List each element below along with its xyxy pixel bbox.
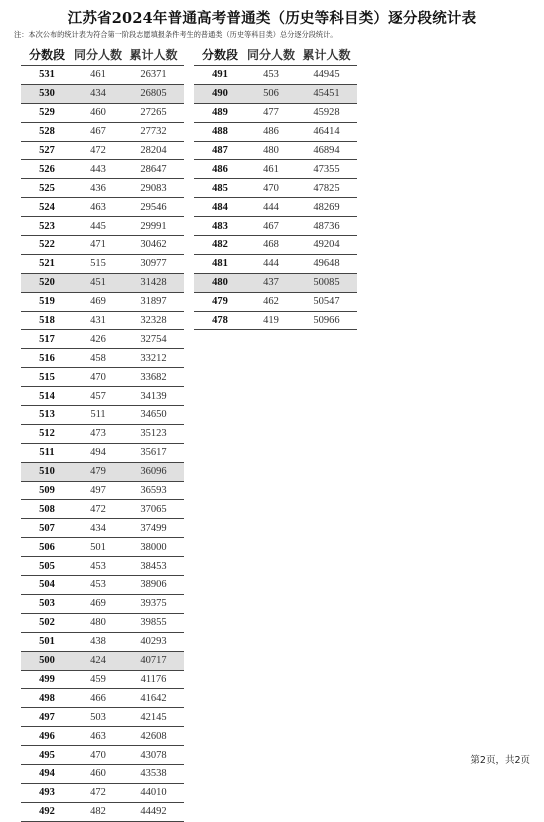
cumulative-cell: 26805 xyxy=(140,88,167,100)
count-cell: 458 xyxy=(90,352,106,364)
count-cell: 469 xyxy=(90,598,106,610)
cumulative-cell: 32754 xyxy=(140,333,167,345)
cumulative-cell: 43538 xyxy=(140,768,167,780)
table-row xyxy=(21,614,184,633)
table-row xyxy=(21,463,184,482)
count-cell: 472 xyxy=(90,503,106,515)
table-row xyxy=(194,255,357,274)
count-cell: 436 xyxy=(90,182,106,194)
score-cell: 512 xyxy=(39,428,55,440)
cumulative-cell: 36593 xyxy=(140,485,167,497)
score-cell: 524 xyxy=(39,201,55,213)
cumulative-cell: 27732 xyxy=(140,126,167,138)
count-cell: 461 xyxy=(263,163,279,175)
table-header xyxy=(194,44,357,66)
score-cell: 531 xyxy=(39,69,55,81)
table-row xyxy=(21,123,184,142)
score-cell: 510 xyxy=(39,466,55,478)
table-row xyxy=(194,236,357,255)
table-row xyxy=(194,104,357,123)
score-cell: 529 xyxy=(39,107,55,119)
table-row xyxy=(21,312,184,331)
table-row xyxy=(21,803,184,822)
score-cell: 505 xyxy=(39,560,55,572)
count-cell: 468 xyxy=(263,239,279,251)
count-cell: 467 xyxy=(263,220,279,232)
cumulative-cell: 48736 xyxy=(313,220,340,232)
cumulative-cell: 39855 xyxy=(140,617,167,629)
count-cell: 443 xyxy=(90,163,106,175)
score-cell: 481 xyxy=(212,258,228,270)
cumulative-cell: 30462 xyxy=(140,239,167,251)
count-cell: 459 xyxy=(90,673,106,685)
table-row xyxy=(21,784,184,803)
cumulative-cell: 49204 xyxy=(313,239,340,251)
table-row xyxy=(21,671,184,690)
count-cell: 460 xyxy=(90,768,106,780)
count-cell: 434 xyxy=(90,88,106,100)
score-cell: 515 xyxy=(39,371,55,383)
cumulative-cell: 40717 xyxy=(140,655,167,667)
count-cell: 470 xyxy=(90,371,106,383)
cumulative-cell: 47355 xyxy=(313,163,340,175)
score-cell: 523 xyxy=(39,220,55,232)
count-cell: 501 xyxy=(90,541,106,553)
score-cell: 506 xyxy=(39,541,55,553)
score-cell: 478 xyxy=(212,315,228,327)
cumulative-cell: 35617 xyxy=(140,447,167,459)
count-cell: 445 xyxy=(90,220,106,232)
score-cell: 494 xyxy=(39,768,55,780)
header-cumulative: 累计人数 xyxy=(302,48,351,62)
table-row xyxy=(21,66,184,85)
cumulative-cell: 38906 xyxy=(140,579,167,591)
cumulative-cell: 44945 xyxy=(313,69,340,81)
table-row xyxy=(194,142,357,161)
score-cell: 499 xyxy=(39,673,55,685)
count-cell: 424 xyxy=(90,655,106,667)
table-row xyxy=(194,217,357,236)
score-cell: 528 xyxy=(39,126,55,138)
count-cell: 466 xyxy=(90,692,106,704)
table-row xyxy=(194,160,357,179)
cumulative-cell: 35123 xyxy=(140,428,167,440)
count-cell: 503 xyxy=(90,711,106,723)
count-cell: 431 xyxy=(90,315,106,327)
score-cell: 527 xyxy=(39,145,55,156)
cumulative-cell: 30977 xyxy=(140,258,167,270)
count-cell: 482 xyxy=(90,806,106,818)
count-cell: 480 xyxy=(90,617,106,629)
score-cell: 493 xyxy=(39,787,55,799)
score-cell: 517 xyxy=(39,333,55,345)
count-cell: 480 xyxy=(263,145,279,156)
table-header xyxy=(21,44,184,66)
cumulative-cell: 50547 xyxy=(313,296,340,308)
cumulative-cell: 44492 xyxy=(140,806,167,818)
score-cell: 530 xyxy=(39,88,55,100)
table-row xyxy=(194,123,357,142)
count-cell: 460 xyxy=(90,107,106,119)
count-cell: 471 xyxy=(90,239,106,251)
score-cell: 504 xyxy=(39,579,55,591)
score-cell: 513 xyxy=(39,409,55,421)
count-cell: 467 xyxy=(90,126,106,138)
score-cell: 490 xyxy=(212,88,228,100)
header-count: 同分人数 xyxy=(73,48,122,62)
count-cell: 444 xyxy=(263,201,279,213)
score-cell: 511 xyxy=(39,447,55,459)
cumulative-cell: 26371 xyxy=(140,69,167,81)
count-cell: 494 xyxy=(90,447,106,459)
score-cell: 498 xyxy=(39,692,55,704)
score-cell: 518 xyxy=(39,315,55,327)
cumulative-cell: 37499 xyxy=(140,522,167,534)
count-cell: 472 xyxy=(90,145,106,156)
count-cell: 472 xyxy=(90,787,106,799)
table-row xyxy=(21,236,184,255)
count-cell: 463 xyxy=(90,730,106,742)
score-cell: 495 xyxy=(39,749,55,761)
table-row xyxy=(21,482,184,501)
score-cell: 526 xyxy=(39,163,55,175)
count-cell: 506 xyxy=(263,88,279,100)
cumulative-cell: 29991 xyxy=(140,220,167,232)
table-row xyxy=(21,708,184,727)
table-row xyxy=(21,727,184,746)
table-row xyxy=(194,198,357,217)
score-cell: 509 xyxy=(39,485,55,497)
table-row xyxy=(21,274,184,293)
count-cell: 486 xyxy=(263,126,279,138)
score-cell: 501 xyxy=(39,636,55,648)
header-cumulative: 累计人数 xyxy=(129,48,178,62)
score-cell: 521 xyxy=(39,258,55,270)
score-cell: 516 xyxy=(39,352,55,364)
cumulative-cell: 33682 xyxy=(140,371,167,383)
table-row xyxy=(21,444,184,463)
table-row xyxy=(21,179,184,198)
header-score: 分数段 xyxy=(201,48,238,62)
cumulative-cell: 31428 xyxy=(140,277,167,289)
cumulative-cell: 39375 xyxy=(140,598,167,610)
table-row xyxy=(21,85,184,104)
header-count: 同分人数 xyxy=(246,48,295,62)
cumulative-cell: 28647 xyxy=(140,163,167,175)
cumulative-cell: 50085 xyxy=(313,277,340,289)
cumulative-cell: 41642 xyxy=(140,692,167,704)
table-body xyxy=(21,66,184,822)
score-cell: 487 xyxy=(212,145,228,156)
score-table-left xyxy=(21,44,184,822)
count-cell: 457 xyxy=(90,390,106,402)
cumulative-cell: 50966 xyxy=(313,315,340,327)
score-cell: 484 xyxy=(212,201,228,213)
cumulative-cell: 37065 xyxy=(140,503,167,515)
table-row xyxy=(21,746,184,765)
score-cell: 489 xyxy=(212,107,228,119)
count-cell: 473 xyxy=(90,428,106,440)
cumulative-cell: 43078 xyxy=(140,749,167,761)
cumulative-cell: 31897 xyxy=(140,296,167,308)
header-score: 分数段 xyxy=(28,48,65,62)
count-cell: 434 xyxy=(90,522,106,534)
table-row xyxy=(21,387,184,406)
table-row xyxy=(21,500,184,519)
table-note: 注：本次公布的统计表为符合第一阶段志愿填报条件考生的普通类（历史等科目类）总分逐分段统计。 xyxy=(14,30,338,39)
score-cell: 519 xyxy=(39,296,55,308)
cumulative-cell: 27265 xyxy=(140,107,167,119)
table-row xyxy=(194,274,357,293)
score-cell: 485 xyxy=(212,182,228,194)
table-row xyxy=(21,293,184,312)
table-row xyxy=(194,66,357,85)
score-cell: 479 xyxy=(212,296,228,308)
count-cell: 515 xyxy=(90,258,106,270)
cumulative-cell: 48269 xyxy=(313,201,340,213)
count-cell: 470 xyxy=(263,182,279,194)
score-cell: 520 xyxy=(39,277,55,289)
table-row xyxy=(21,765,184,784)
page-title: 江苏省2024年普通高考普通类（历史等科目类）逐分段统计表 xyxy=(67,10,477,27)
count-cell: 453 xyxy=(90,560,106,572)
cumulative-cell: 44010 xyxy=(140,787,167,799)
table-row xyxy=(21,198,184,217)
score-cell: 482 xyxy=(212,239,228,251)
count-cell: 479 xyxy=(90,466,106,478)
cumulative-cell: 29083 xyxy=(140,182,167,194)
score-cell: 497 xyxy=(39,711,55,723)
table-row xyxy=(194,179,357,198)
cumulative-cell: 46894 xyxy=(313,145,340,156)
table-row xyxy=(194,312,357,331)
cumulative-cell: 41176 xyxy=(140,673,167,685)
table-row xyxy=(21,142,184,161)
count-cell: 451 xyxy=(90,277,106,289)
score-cell: 491 xyxy=(212,69,228,81)
score-cell: 522 xyxy=(39,239,55,251)
cumulative-cell: 34650 xyxy=(140,409,167,421)
score-cell: 480 xyxy=(212,277,228,289)
cumulative-cell: 45928 xyxy=(313,107,340,119)
table-row xyxy=(21,425,184,444)
score-cell: 492 xyxy=(39,806,55,818)
table-row xyxy=(21,538,184,557)
cumulative-cell: 38000 xyxy=(140,541,167,553)
table-row xyxy=(21,689,184,708)
cumulative-cell: 29546 xyxy=(140,201,167,213)
score-cell: 483 xyxy=(212,220,228,232)
cumulative-cell: 33212 xyxy=(140,352,167,364)
score-cell: 502 xyxy=(39,617,55,629)
cumulative-cell: 49648 xyxy=(313,258,340,270)
score-cell: 525 xyxy=(39,182,55,194)
count-cell: 453 xyxy=(90,579,106,591)
table-row xyxy=(21,595,184,614)
page-number: 第2页，共2页 xyxy=(470,755,530,766)
score-cell: 514 xyxy=(39,390,55,402)
count-cell: 462 xyxy=(263,296,279,308)
score-cell: 496 xyxy=(39,730,55,742)
count-cell: 463 xyxy=(90,201,106,213)
cumulative-cell: 40293 xyxy=(140,636,167,648)
table-body xyxy=(194,66,357,330)
table-row xyxy=(21,349,184,368)
count-cell: 470 xyxy=(90,749,106,761)
count-cell: 511 xyxy=(90,409,106,421)
cumulative-cell: 42145 xyxy=(140,711,167,723)
score-cell: 503 xyxy=(39,598,55,610)
table-row xyxy=(194,85,357,104)
score-cell: 486 xyxy=(212,163,228,175)
score-cell: 508 xyxy=(39,503,55,515)
table-row xyxy=(21,217,184,236)
count-cell: 453 xyxy=(263,69,279,81)
cumulative-cell: 36096 xyxy=(140,466,167,478)
table-row xyxy=(21,406,184,425)
score-table-right xyxy=(194,44,357,330)
table-row xyxy=(21,557,184,576)
score-cell: 507 xyxy=(39,522,55,534)
cumulative-cell: 32328 xyxy=(140,315,167,327)
table-row xyxy=(21,633,184,652)
table-row xyxy=(21,519,184,538)
cumulative-cell: 47825 xyxy=(313,182,340,194)
count-cell: 438 xyxy=(90,636,106,648)
count-cell: 497 xyxy=(90,485,106,497)
count-cell: 477 xyxy=(263,107,279,119)
count-cell: 461 xyxy=(90,69,106,81)
cumulative-cell: 28204 xyxy=(140,145,167,156)
table-row xyxy=(21,255,184,274)
cumulative-cell: 42608 xyxy=(140,730,167,742)
table-row xyxy=(21,330,184,349)
table-row xyxy=(194,293,357,312)
count-cell: 444 xyxy=(263,258,279,270)
table-row xyxy=(21,576,184,595)
table-row xyxy=(21,652,184,671)
count-cell: 419 xyxy=(263,315,279,327)
count-cell: 426 xyxy=(90,333,106,345)
cumulative-cell: 34139 xyxy=(140,390,167,402)
count-cell: 437 xyxy=(263,277,279,289)
cumulative-cell: 38453 xyxy=(140,560,167,572)
cumulative-cell: 46414 xyxy=(313,126,340,138)
table-row xyxy=(21,104,184,123)
score-cell: 488 xyxy=(212,126,228,138)
count-cell: 469 xyxy=(90,296,106,308)
table-row xyxy=(21,368,184,387)
score-cell: 500 xyxy=(39,655,55,667)
cumulative-cell: 45451 xyxy=(313,88,340,100)
table-row xyxy=(21,160,184,179)
